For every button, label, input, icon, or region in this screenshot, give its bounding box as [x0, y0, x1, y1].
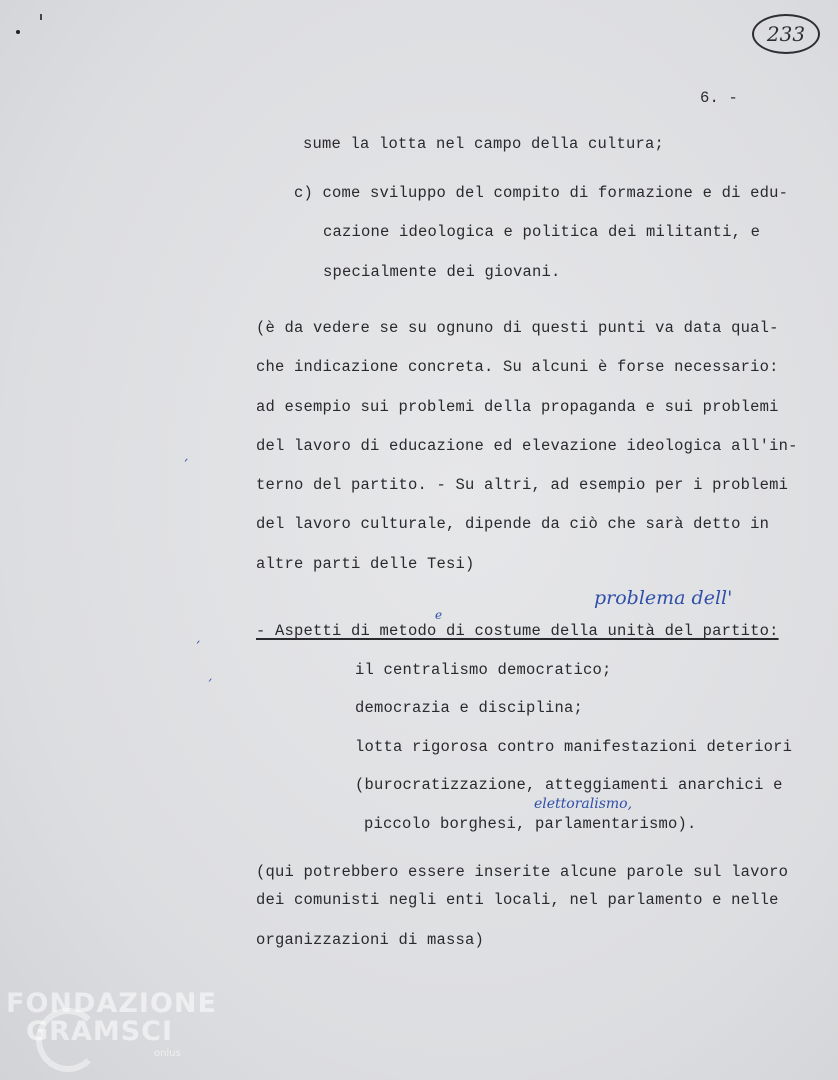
text-line: lotta rigorosa contro manifestazioni deteriori: [355, 738, 793, 756]
text-line: terno del partito. - Su altri, ad esempio per i problemi: [256, 476, 789, 494]
handwritten-insert-elettoralismo: elettoralismo,: [534, 796, 633, 812]
ink-mark: [40, 14, 42, 20]
text-line: democrazia e disciplina;: [355, 699, 584, 717]
text-line: cazione ideologica e politica dei militanti, e: [323, 223, 761, 241]
foundation-watermark: [6, 988, 236, 1068]
page-number: 6. -: [700, 89, 739, 107]
handwritten-insert-problema: problema dell': [594, 587, 733, 609]
text-line: organizzazioni di massa): [256, 931, 485, 949]
ink-speck: [16, 30, 20, 34]
text-line: (qui potrebbero essere inserite alcune parole sul lavoro: [256, 863, 789, 881]
text-line: che indicazione concreta. Su alcuni è forse necessario:: [256, 358, 779, 376]
archive-number-stamp: [752, 14, 820, 54]
section-heading: - Aspetti di metodo di costume della unità del partito:: [256, 622, 779, 640]
watermark-line3: onlus: [154, 1048, 181, 1059]
margin-tick-mark: ˏ: [194, 628, 201, 644]
text-line: (burocratizzazione, atteggiamenti anarchici e: [355, 776, 783, 794]
handwritten-insert-e: e: [435, 608, 443, 622]
text-line: altre parti delle Tesi): [256, 555, 475, 573]
text-line: del lavoro culturale, dipende da ciò che sarà detto in: [256, 515, 770, 533]
text-line: (è da vedere se su ognuno di questi punti va data qual-: [256, 319, 779, 337]
text-line: ad esempio sui problemi della propaganda e sui problemi: [256, 398, 779, 416]
margin-tick-mark: ˏ: [182, 446, 189, 462]
archive-number: 233: [766, 22, 806, 46]
margin-tick-mark: ˏ: [206, 666, 213, 682]
text-line: del lavoro di educazione ed elevazione ideologica all'in-: [256, 437, 798, 455]
watermark-line2: GRAMSCI: [26, 1016, 174, 1047]
watermark-g-logo-icon: [36, 1008, 100, 1072]
text-line: c) come sviluppo del compito di formazione e di edu-: [294, 184, 789, 202]
text-line: specialmente dei giovani.: [323, 263, 561, 281]
text-line: dei comunisti negli enti locali, nel parlamento e nelle: [256, 891, 779, 909]
watermark-line1: FONDAZIONE: [6, 988, 217, 1019]
text-line: piccolo borghesi, parlamentarismo).: [364, 815, 697, 833]
text-line: il centralismo democratico;: [355, 661, 612, 679]
text-line: sume la lotta nel campo della cultura;: [303, 135, 665, 153]
